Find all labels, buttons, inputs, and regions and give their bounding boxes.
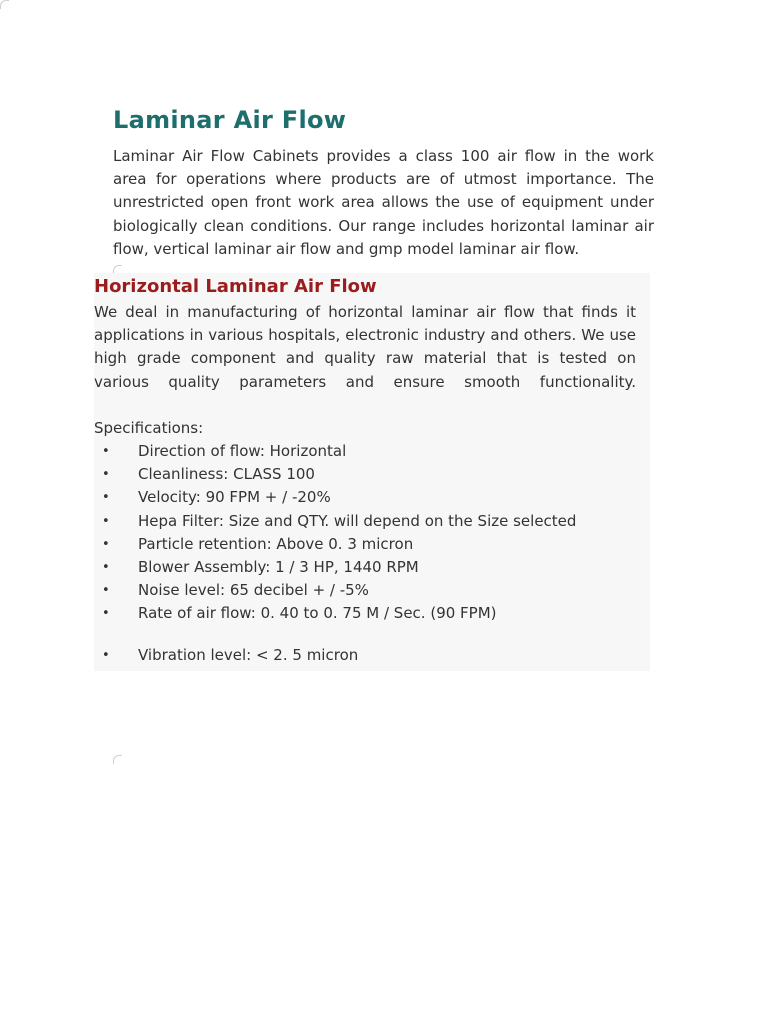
spec-text: Rate of air flow: 0. 40 to 0. 75 M / Sec. (90 FPM) bbox=[138, 604, 497, 623]
spec-text: Noise level: 65 decibel + / -5% bbox=[138, 581, 369, 600]
specifications-list bbox=[94, 440, 650, 667]
spec-text: Blower Assembly: 1 / 3 HP, 1440 RPM bbox=[138, 557, 419, 576]
specifications-heading: Specifications: bbox=[94, 419, 204, 437]
bullet-icon: • bbox=[102, 536, 110, 552]
spec-item bbox=[94, 644, 650, 667]
horizontal-section bbox=[94, 273, 650, 671]
bullet-icon: • bbox=[102, 444, 110, 459]
spec-item bbox=[94, 440, 650, 463]
spec-item bbox=[94, 579, 650, 602]
section-title: Horizontal Laminar Air Flow bbox=[94, 276, 377, 297]
page-corner-mark bbox=[0, 0, 9, 9]
page-title: Laminar Air Flow bbox=[113, 106, 347, 134]
spec-text: Hepa Filter: Size and QTY. will depend on the Size selected bbox=[138, 511, 577, 530]
bullet-icon: • bbox=[102, 467, 110, 483]
bullet-icon: • bbox=[102, 559, 110, 575]
spec-item bbox=[94, 510, 650, 533]
spec-text: Particle retention: Above 0. 3 micron bbox=[138, 534, 414, 553]
bullet-icon: • bbox=[102, 606, 110, 622]
section-paragraph: We deal in manufacturing of horizontal laminar air flow that finds it applications in various hospitals, electronic industry and others. We use high grade component and quality raw material that is tested on various quality parameters and ensure smooth functionality. bbox=[94, 303, 636, 391]
bullet-icon: • bbox=[102, 583, 110, 599]
spec-item bbox=[94, 602, 650, 625]
bullet-icon: • bbox=[102, 647, 110, 663]
intro-paragraph: Laminar Air Flow Cabinets provides a class 100 air flow in the work area for operations where products are of utmost importance. The unrestricted open front work area allows the use of equipment under biologically clean conditions. Our range includes horizontal laminar air flow, vertical laminar air flow and gmp model laminar air flow. bbox=[113, 147, 654, 258]
spec-item bbox=[94, 533, 650, 556]
spec-text: Vibration level: < 2. 5 micron bbox=[138, 645, 359, 664]
footer-corner-mark bbox=[113, 755, 122, 764]
spec-text: Velocity: 90 FPM + / -20% bbox=[138, 488, 331, 507]
spec-item bbox=[94, 486, 650, 509]
spec-text: Direction of flow: Horizontal bbox=[138, 442, 347, 460]
bullet-icon: • bbox=[102, 490, 110, 506]
bullet-icon: • bbox=[102, 513, 110, 529]
spec-item bbox=[94, 556, 650, 579]
spec-item bbox=[94, 463, 650, 486]
spec-text: Cleanliness: CLASS 100 bbox=[138, 465, 315, 484]
